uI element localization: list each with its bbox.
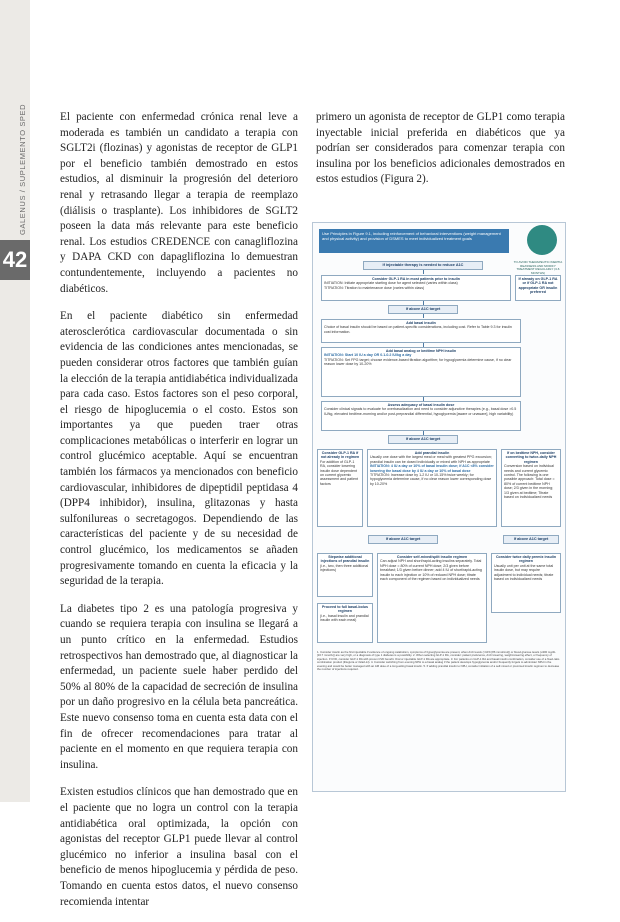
box-title: Stepwise additional injections of prandial insulin	[320, 555, 370, 564]
box-text: TITRATION: Set FPG target; choose evidence-based titration algorithm; for hypoglycemia determine cause, if no clear reason lower dose by 10-20%	[324, 357, 512, 367]
flow-arrow	[423, 270, 424, 274]
box-title: Consider self-mixed/split insulin regimen	[396, 555, 468, 559]
flow-box-c2	[367, 449, 497, 527]
flow-box-basal	[321, 319, 521, 343]
paragraph: primero un agonista de receptor de GLP1 como terapia inyectable inicial preferida en diabéticos que ya podrían ser considerados para comenzar terapia con insulina por los beneficios adicionales demostrados en estos estudios (Figura 2).	[316, 111, 565, 186]
flow-box-assess	[321, 401, 521, 431]
box-text: INITIATION: Start 10 IU a day OR 0.1-0.2 IU/kg a day	[324, 353, 412, 358]
box-text: TITRATION: Titration to maintenance dose (varies within class)	[324, 285, 425, 290]
flow-box-glp1	[321, 275, 511, 301]
box-title: Proceed to full basal-bolus regimen	[322, 605, 368, 614]
box-title: If on bedtime NPH, consider converting to twice-daily NPH regimen	[505, 451, 557, 464]
flow-side-box	[515, 275, 561, 301]
box-text: Choice of basal insulin should be based on patient-specific considerations, including cost. Refer to Table 9.3 for insulin cost information.	[324, 325, 512, 334]
paragraph: En el paciente diabético sin enfermedad aterosclerótica cardiovascular documentada o sin evidencia de las condiciones antes mencionadas, se pueden considerar otros factores que también guían la elección de la terapia antidiabética individualizada para cada caso. Estos factores son el peso corporal, el riesgo de hipoglucemia o el costo. Estos son importantes ya que pueden traer otras complicaciones metabólicas o interferir en lograr un control glucémico aceptable. Aquí se encuentran también los fármacos ya mencionados con beneficio cardiovascular, inhibidores de dipeptidil peptidasa 4 (DPP4 inhibidor), insulina, glitazonas y hasta sulfonilureas o secretagogos. Dependiendo de las características del paciente y de su necesidad de control glucémico, los medicamentos se añaden progresivamente tomando en cuenta la eficacia y la seguridad de la terapia.	[60, 310, 298, 588]
reassess-badge-text: TO AVOID THERAPEUTIC INERTIA REASSESS AND MODIFY TREATMENT REGULARLY (3-6 MONTHS)	[513, 260, 563, 275]
box-text: (i.e., two, then three additional injections)	[320, 563, 369, 573]
box-title: Assess adequacy of basal insulin dose	[387, 403, 455, 407]
flow-box-d3	[491, 553, 561, 613]
box-title: Consider twice daily premix insulin regimen	[495, 555, 557, 564]
box-text: INITIATION: 4 IU a day or 10% of basal insulin dose; if A1C <8% consider lowering the basal dose by 4 IU a day or 10% of basal dose	[370, 464, 494, 473]
paragraph: Existen estudios clínicos que han demostrado que en el paciente que no logra un control con la terapia antidiabética oral optimizada, la opción con agonistas del receptor GLP1 puede llevar al control glucémico no inferior a insulina basal con el beneficio de menos hipoglucemia y pérdida de peso. Tomando en cuenta estos datos, el nuevo consenso recomienda intentar	[60, 786, 298, 908]
box-text: Can adjust NPH and short/rapid-acting insulins separately. Total NPH dose = 80% of current NPH dose; 2/3 given before breakfast; 1/3 given before dinner; add 4 IU of short/rapid-acting insulin to each injection or 10% of reduced NPH dose; titrate each component of the regimen based on individualized needs	[380, 559, 482, 582]
insulin-algorithm-figure	[312, 222, 566, 792]
flow-box-d2	[377, 553, 487, 643]
right-column	[316, 110, 565, 200]
box-text: Usually unit per unit at the same total insulin dose, but may require adjustment to individual needs; titrate based on individualized needs	[494, 563, 554, 582]
flow-box-basal-analog	[321, 347, 521, 397]
page-number: 42	[0, 240, 30, 280]
box-text: Conversion based on individual needs and current glycemic control. The following is one possible approach: Total dose = 80% of current bedtime NPH dose; 2/3 given in the morning; 1/3 given at bedtime; Titrate based on individualized needs	[504, 464, 555, 500]
box-title: If already on GLP-1 RA or if GLP-1 RA not appropriate OR insulin preferred	[518, 277, 558, 295]
box-title: Add prandial insulin	[414, 451, 450, 455]
flow-condition: If above A1C target	[503, 535, 559, 544]
box-title: Consider GLP-1 RA if not already in regimen	[320, 451, 360, 460]
reassess-badge-icon	[527, 225, 557, 255]
flow-condition: If above A1C target	[388, 435, 458, 444]
flow-condition: If above A1C target	[368, 535, 438, 544]
box-title: Add basal analog or bedtime NPH insulin	[385, 349, 457, 353]
figure-header: Use Principles in Figure 9.1, including reinforcement of behavioral interventions (weight management and physical activity) and provision of DSMES to meet individualized treatment goals	[319, 229, 509, 253]
box-text: INITIATION: Initiate appropriate starting dose for agent selected (varies within class)	[324, 281, 458, 286]
flow-box-d1	[317, 553, 373, 597]
box-text: For addition of GLP-1 RA, consider lowering insulin dose dependent on current glycemic assessment and patient factors	[320, 459, 358, 486]
flow-step: If injectable therapy is needed to reduce A1C	[363, 261, 483, 270]
flow-box-c3	[501, 449, 561, 527]
flow-box-c1	[317, 449, 363, 527]
flow-condition: If above A1C target	[388, 305, 458, 314]
left-column	[60, 110, 298, 922]
box-title: Consider GLP-1 RA in most patients prior to insulin	[372, 277, 460, 281]
flow-arrow	[423, 314, 424, 318]
flow-box-d1b	[317, 603, 373, 643]
box-title: Add basal insulin	[406, 321, 436, 325]
journal-side-label: GALENUS / SUPLEMENTO SPED	[18, 103, 27, 235]
box-text: Consider clinical signals to evaluate for overbasalization and need to consider adjunctive therapies (e.g., basal dose >0.5 IU/kg, elevated bedtime-morning and/or post-preprandial differential, hypoglycemia [aware or unaware], high variability)	[324, 407, 517, 416]
box-text: (i.e., basal insulin and prandial insulin with each meal)	[320, 613, 369, 623]
box-text: TITRATION: Increase dose by 1-2 IU or 10-15% twice weekly; for hypoglycemia determine cause, if no clear reason lower corresponding dose by 10-20%	[370, 473, 492, 486]
paragraph: La diabetes tipo 2 es una patología progresiva y cuando se requiera terapia con insulina se llegará a un punto crítico en la enfermedad. Estudios retrospectivos han demostrado que, al diagnosticar la enfermedad, un paciente suele haber perdido del 50% al 80% de la capacidad de secreción de insulina por un daño progresivo en la célula beta pancreática. Este nuevo consenso toma en cuenta esta data con el fin de ofrecer recomendaciones para tratar al paciente en el momento en que requiera terapia con insulina.	[60, 602, 298, 771]
paragraph: El paciente con enfermedad crónica renal leve a moderada es también un candidato a terapia con SGLT2i (flozinas) y agonistas de receptor de GLP1 por el beneficio también demostrado en estos estudios, al disminuir la progresión del deterioro renal y retrasando llegar a terapia de reemplazo (diálisis o trasplante). Los inhibidores de SGLT2 poseen la data más relevante para este beneficio renal. Los estudios CREDENCE con canagliflozina y DAPA CKD con dapagliflozina lo demuestran contundentemente, incluyendo a pacientes no diabéticos.	[60, 111, 298, 295]
box-text: Usually one dose with the largest meal or meal with greatest PPG excursion; prandial insulin can be dosed individually or mixed with NPH as appropriate	[370, 455, 492, 464]
figure-footnotes: 1. Consider insulin as the first injectable if evidence of ongoing catabolism, symptoms of hyperglycemia are present, when A1C levels (>10% [86 mmol/mol]) or blood glucose levels (≥300 mg/dL [16.7 mmol/L]) are very high, or a diagnosis of type 1 diabetes is a possibility. 2. When selecting GLP-1 RA, consider: patient preference, A1C lowering, weight-lowering effect, or frequency of injection. If CVD, consider GLP-1 RA with proven CVD benefit. Oral or injectable GLP-1 RA are appropriate. 3. For patients on GLP-1 RA and basal insulin combination, consider use of a fixed-ratio combination product (iDegLira or iGlarLixi). 4. Consider switching from evening NPH to a basal analog if the patient develops hypoglycemia and/or frequently forgets to administer NPH in the evening and would be better managed with an AM dose of a long-acting basal insulin. 5. If adding prandial insulin to NPH, consider initiation of a self-mixed or premixed insulin regimen to decrease the number of injections required.	[317, 650, 560, 672]
